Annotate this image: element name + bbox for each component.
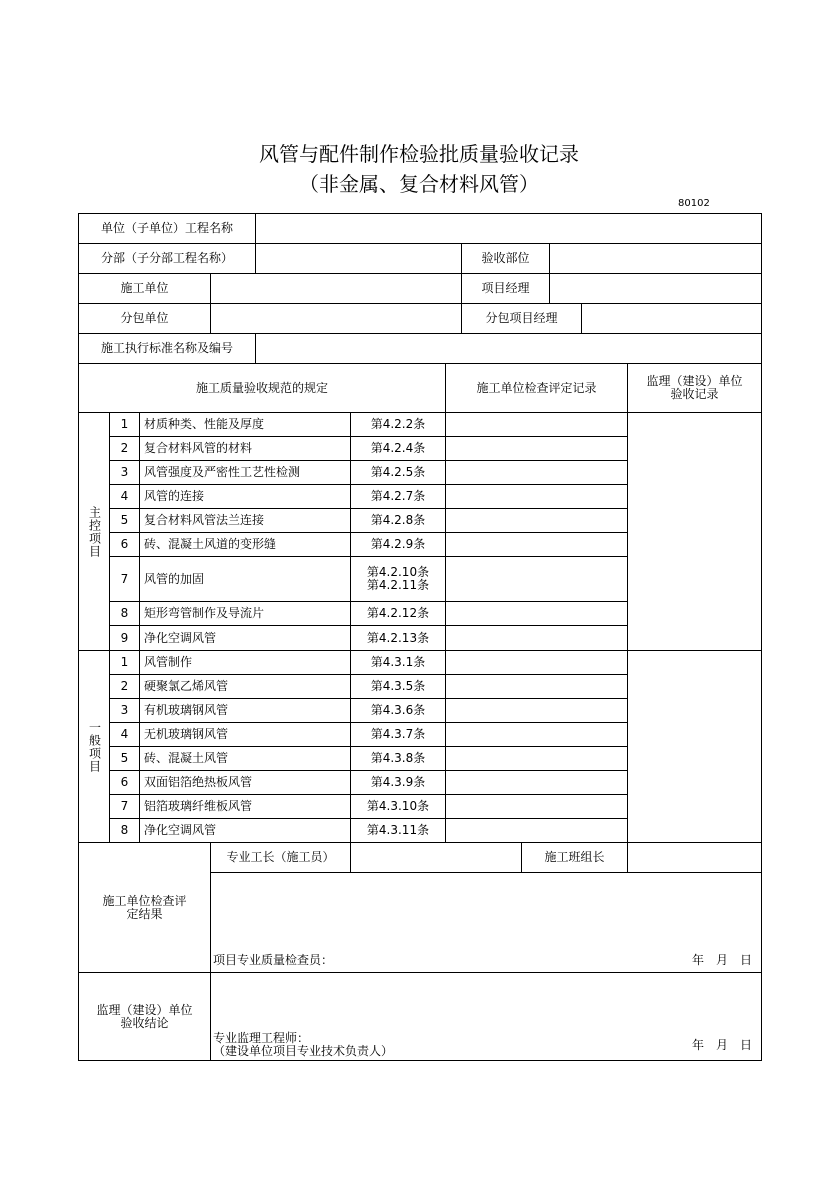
item-number: 7 bbox=[109, 556, 140, 602]
division-field[interactable] bbox=[255, 243, 462, 274]
item-contractor-record[interactable] bbox=[445, 484, 628, 509]
acceptance-part-field[interactable] bbox=[549, 243, 762, 274]
supervisor-engineer-label: 专业监理工程师： bbox=[213, 1031, 310, 1045]
standard-label: 施工执行标准名称及编号 bbox=[78, 333, 256, 364]
page-title: 风管与配件制作检验批质量验收记录 bbox=[259, 142, 579, 166]
item-number: 5 bbox=[109, 746, 140, 771]
item-name: 无机玻璃钢风管 bbox=[139, 722, 351, 747]
inspector-date: 年 月 日 bbox=[692, 953, 753, 967]
item-contractor-record[interactable] bbox=[445, 722, 628, 747]
item-clause: 第4.3.7条 bbox=[350, 722, 446, 747]
item-clause: 第4.3.6条 bbox=[350, 698, 446, 723]
contractor-result-label: 施工单位检查评定结果 bbox=[78, 842, 211, 973]
item-clause: 第4.2.12条 bbox=[350, 601, 446, 626]
supervisor-record-field[interactable] bbox=[627, 650, 762, 843]
supervisor-record-header: 监理（建设）单位验收记录 bbox=[627, 363, 762, 413]
item-clause: 第4.3.11条 bbox=[350, 818, 446, 843]
category-label: 一般项目 bbox=[78, 650, 110, 843]
item-number: 2 bbox=[109, 436, 140, 461]
subcontract-unit-field[interactable] bbox=[210, 303, 462, 334]
team-leader-field[interactable] bbox=[627, 842, 762, 873]
acceptance-part-label: 验收部位 bbox=[461, 243, 550, 274]
item-number: 7 bbox=[109, 794, 140, 819]
item-clause: 第4.3.10条 bbox=[350, 794, 446, 819]
page-subtitle: （非金属、复合材料风管） bbox=[299, 172, 539, 196]
item-clause: 第4.3.5条 bbox=[350, 674, 446, 699]
form-code: 80102 bbox=[678, 198, 710, 209]
spec-header: 施工质量验收规范的规定 bbox=[78, 363, 446, 413]
item-clause: 第4.2.5条 bbox=[350, 460, 446, 485]
item-name: 风管的连接 bbox=[139, 484, 351, 509]
item-name: 净化空调风管 bbox=[139, 625, 351, 651]
item-number: 4 bbox=[109, 722, 140, 747]
supervisor-conclusion-label: 监理（建设）单位验收结论 bbox=[78, 972, 211, 1061]
team-leader-label: 施工班组长 bbox=[521, 842, 628, 873]
item-clause: 第4.2.8条 bbox=[350, 508, 446, 533]
item-clause: 第4.2.2条 bbox=[350, 412, 446, 437]
owner-tech-label: （建设单位项目专业技术负责人） bbox=[213, 1044, 394, 1058]
item-number: 6 bbox=[109, 532, 140, 557]
foreman-field[interactable] bbox=[350, 842, 522, 873]
item-contractor-record[interactable] bbox=[445, 650, 628, 675]
item-number: 9 bbox=[109, 625, 140, 651]
item-name: 有机玻璃钢风管 bbox=[139, 698, 351, 723]
item-contractor-record[interactable] bbox=[445, 818, 628, 843]
item-number: 3 bbox=[109, 460, 140, 485]
item-contractor-record[interactable] bbox=[445, 508, 628, 533]
subcontract-manager-field[interactable] bbox=[581, 303, 762, 334]
item-contractor-record[interactable] bbox=[445, 556, 628, 602]
item-clause: 第4.2.4条 bbox=[350, 436, 446, 461]
item-contractor-record[interactable] bbox=[445, 746, 628, 771]
item-clause: 第4.2.9条 bbox=[350, 532, 446, 557]
item-name: 砖、混凝土风管 bbox=[139, 746, 351, 771]
division-label: 分部（子分部工程名称） bbox=[78, 243, 256, 274]
item-clause: 第4.3.9条 bbox=[350, 770, 446, 795]
item-contractor-record[interactable] bbox=[445, 601, 628, 626]
item-name: 复合材料风管法兰连接 bbox=[139, 508, 351, 533]
item-number: 3 bbox=[109, 698, 140, 723]
contractor-record-header: 施工单位检查评定记录 bbox=[445, 363, 628, 413]
item-name: 风管强度及严密性工艺性检测 bbox=[139, 460, 351, 485]
item-contractor-record[interactable] bbox=[445, 674, 628, 699]
item-contractor-record[interactable] bbox=[445, 532, 628, 557]
item-clause: 第4.3.8条 bbox=[350, 746, 446, 771]
item-name: 铝箔玻璃纤维板风管 bbox=[139, 794, 351, 819]
item-clause: 第4.2.10条 第4.2.11条 bbox=[350, 556, 446, 602]
project-manager-label: 项目经理 bbox=[461, 273, 550, 304]
item-name: 风管制作 bbox=[139, 650, 351, 675]
unit-name-label: 单位（子单位）工程名称 bbox=[78, 213, 256, 244]
item-contractor-record[interactable] bbox=[445, 412, 628, 437]
category-label: 主控项目 bbox=[78, 412, 110, 651]
item-name: 双面铝箔绝热板风管 bbox=[139, 770, 351, 795]
item-number: 4 bbox=[109, 484, 140, 509]
item-name: 矩形弯管制作及导流片 bbox=[139, 601, 351, 626]
item-number: 1 bbox=[109, 650, 140, 675]
item-contractor-record[interactable] bbox=[445, 794, 628, 819]
item-name: 砖、混凝土风道的变形缝 bbox=[139, 532, 351, 557]
unit-name-field[interactable] bbox=[255, 213, 762, 244]
item-contractor-record[interactable] bbox=[445, 436, 628, 461]
item-number: 5 bbox=[109, 508, 140, 533]
supervisor-date: 年 月 日 bbox=[692, 1038, 753, 1052]
item-name: 净化空调风管 bbox=[139, 818, 351, 843]
item-number: 8 bbox=[109, 601, 140, 626]
item-contractor-record[interactable] bbox=[445, 698, 628, 723]
item-clause: 第4.3.1条 bbox=[350, 650, 446, 675]
item-number: 6 bbox=[109, 770, 140, 795]
item-number: 2 bbox=[109, 674, 140, 699]
subcontract-unit-label: 分包单位 bbox=[78, 303, 211, 334]
item-name: 硬聚氯乙烯风管 bbox=[139, 674, 351, 699]
item-contractor-record[interactable] bbox=[445, 625, 628, 651]
project-manager-field[interactable] bbox=[549, 273, 762, 304]
supervisor-record-field[interactable] bbox=[627, 412, 762, 651]
item-name: 风管的加固 bbox=[139, 556, 351, 602]
item-clause: 第4.2.7条 bbox=[350, 484, 446, 509]
item-clause: 第4.2.13条 bbox=[350, 625, 446, 651]
item-contractor-record[interactable] bbox=[445, 770, 628, 795]
subcontract-manager-label: 分包项目经理 bbox=[461, 303, 582, 334]
item-name: 材质种类、性能及厚度 bbox=[139, 412, 351, 437]
standard-field[interactable] bbox=[255, 333, 762, 364]
construction-unit-field[interactable] bbox=[210, 273, 462, 304]
foreman-label: 专业工长（施工员） bbox=[210, 842, 351, 873]
item-number: 8 bbox=[109, 818, 140, 843]
inspector-label: 项目专业质量检查员： bbox=[213, 953, 334, 967]
item-number: 1 bbox=[109, 412, 140, 437]
item-name: 复合材料风管的材料 bbox=[139, 436, 351, 461]
item-contractor-record[interactable] bbox=[445, 460, 628, 485]
construction-unit-label: 施工单位 bbox=[78, 273, 211, 304]
